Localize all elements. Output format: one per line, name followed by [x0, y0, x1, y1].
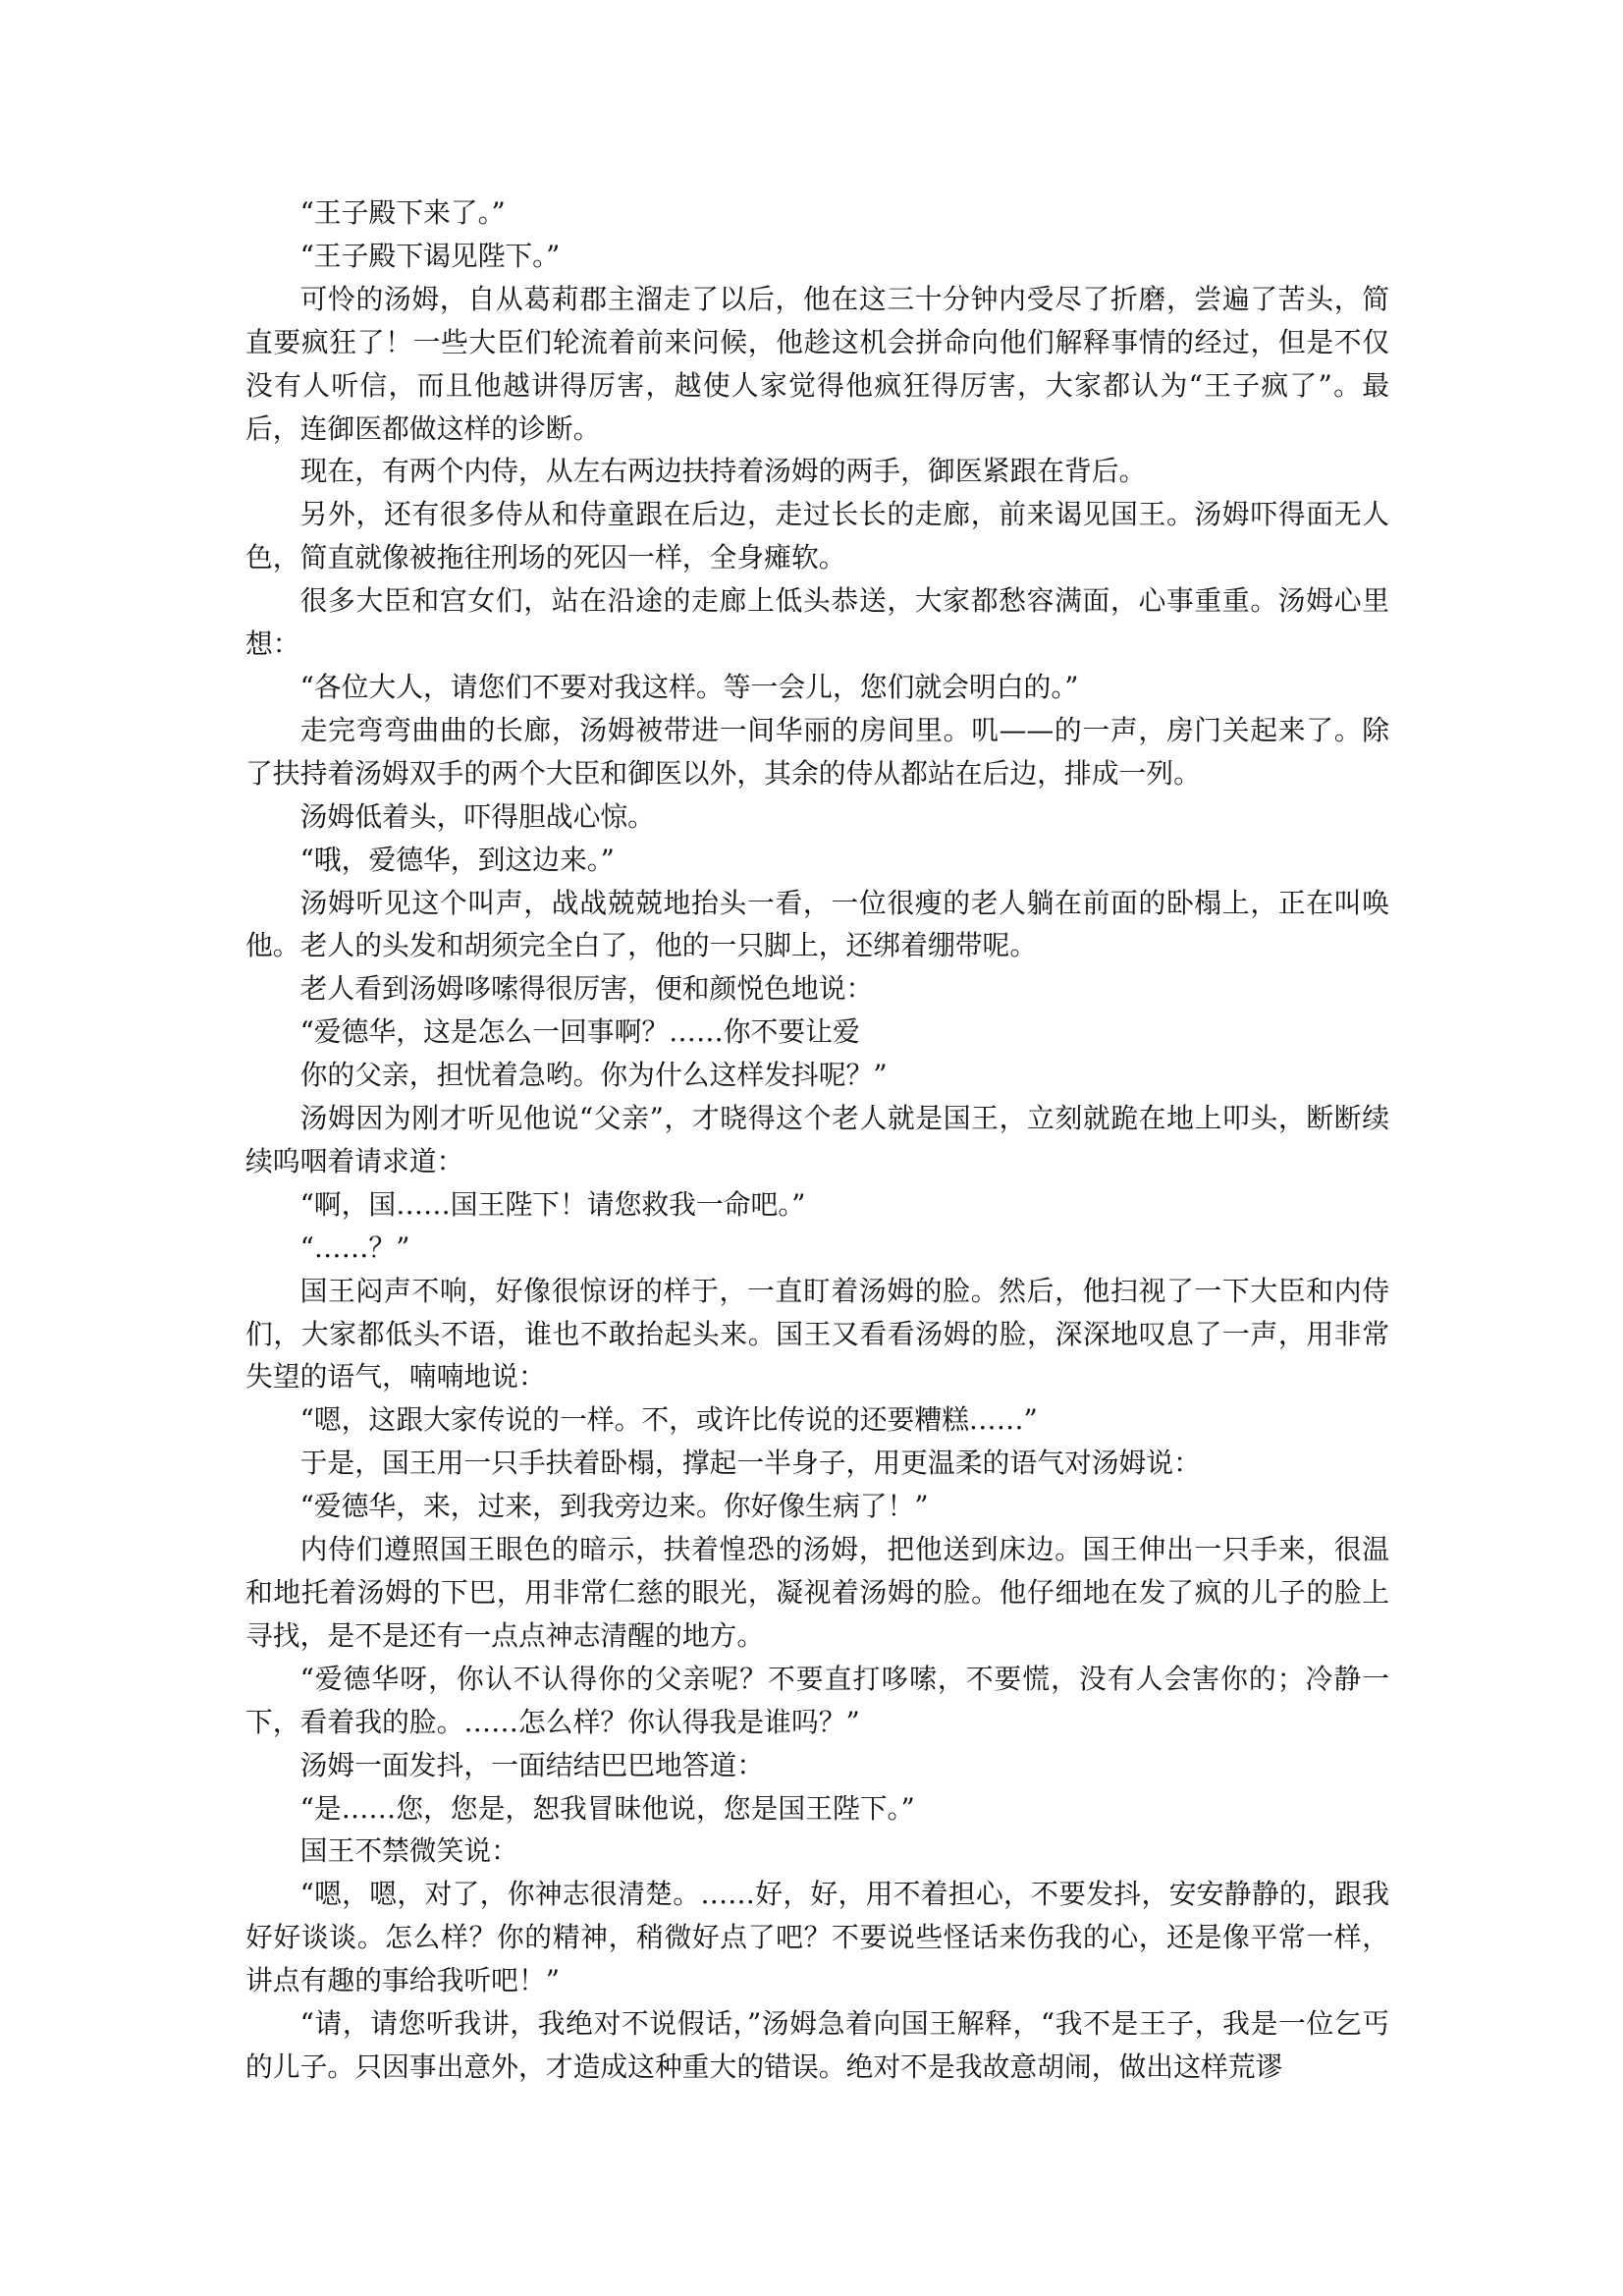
paragraph: 很多大臣和宫女们，站在沿途的走廊上低头恭送，大家都愁容满面，心事重重。汤姆心里想： — [245, 584, 1389, 661]
paragraph: 汤姆低着头，吓得胆战心惊。 — [299, 799, 655, 833]
paragraph: “啊，国……国王陛下！请您救我一命吧。” — [299, 1187, 806, 1221]
paragraph: 汤姆一面发抖，一面结结巴巴地答道： — [299, 1748, 765, 1781]
paragraph: “爱德华，来，过来，到我旁边来。你好像生病了！” — [299, 1490, 929, 1523]
paragraph: “爱德华，这是怎么一回事啊？……你不要让爱 — [299, 1015, 860, 1049]
paragraph: 国王闷声不响，好像很惊讶的样于，一直盯着汤姆的脸。然后，他扫视了一下大臣和内侍们，大家都低头不语，谁也不敢抬起头来。国王又看看汤姆的脸，深深地叹息了一声，用非常失望的语气，喃喃地说： — [245, 1274, 1389, 1394]
paragraph: 另外，还有很多侍从和侍童跟在后边，走过长长的走廊，前来谒见国王。汤姆吓得面无人色，简直就像被拖往刑场的死囚一样，全身瘫软。 — [245, 498, 1389, 574]
paragraph: 内侍们遵照国王眼色的暗示，扶着惶恐的汤姆，把他送到床边。国王伸出一只手来，很温和地托着汤姆的下巴，用非常仁慈的眼光，凝视着汤姆的脸。他仔细地在发了疯的儿子的脸上寻找，是不是还有一点点神志清醒的地方。 — [245, 1533, 1389, 1652]
paragraph: “嗯，这跟大家传说的一样。不，或许比传说的还要糟糕……” — [299, 1403, 1038, 1437]
paragraph: “各位大人，请您们不要对我这样。等一会儿，您们就会明白的。” — [299, 670, 1079, 703]
paragraph: “……？” — [299, 1230, 410, 1264]
paragraph: 于是，国王用一只手扶着卧榻，撑起一半身子，用更温柔的语气对汤姆说： — [299, 1447, 1201, 1480]
paragraph: “哦，爱德华，到这边来。” — [299, 843, 615, 876]
paragraph: 可怜的汤姆，自从葛莉郡主溜走了以后，他在这三十分钟内受尽了折磨，尝遍了苦头，简直要疯狂了！一些大臣们轮流着前来问候，他趁这机会拼命向他们解释事情的经过，但是不仅没有人听信，而且他越讲得厉害，越使人家觉得他疯狂得厉害，大家都认为“王子疯了”。最后，连御医都做这样的诊断。 — [245, 282, 1389, 445]
paragraph: “王子殿下谒见陛下。” — [299, 239, 561, 272]
paragraph: “嗯，嗯，对了，你神志很清楚。……好，好，用不着担心，不要发抖，安安静静的，跟我好好谈谈。怎么样？你的精神，稍微好点了吧？不要说些怪话来伤我的心，还是像平常一样，讲点有趣的事给我听吧！” — [245, 1878, 1389, 1997]
paragraph: “王子殿下来了。” — [299, 196, 506, 229]
paragraph: “是……您，您是，恕我冒昧他说，您是国王陛下。” — [299, 1791, 915, 1825]
paragraph: “请，请您听我讲，我绝对不说假话，”汤姆急着向国王解释，“我不是王子，我是一位乞丐的儿子。只因事出意外，才造成这种重大的错误。绝对不是我故意胡闹，做出这样荒谬 — [245, 2007, 1389, 2083]
paragraph: 汤姆因为刚才听见他说“父亲”，才晓得这个老人就是国王，立刻就跪在地上叩头，断断续续呜咽着请求道： — [245, 1102, 1389, 1177]
paragraph: 国王不禁微笑说： — [299, 1834, 518, 1868]
paragraph: 走完弯弯曲曲的长廊，汤姆被带进一间华丽的房间里。叽——的一声，房门关起来了。除了扶持着汤姆双手的两个大臣和御医以外，其余的侍从都站在后边，排成一列。 — [245, 713, 1389, 790]
paragraph: 你的父亲，担忧着急哟。你为什么这样发抖呢？” — [299, 1059, 888, 1092]
paragraph: “爱德华呀，你认不认得你的父亲呢？不要直打哆嗦，不要慌，没有人会害你的；冷静一下，看着我的脸。……怎么样？你认得我是谁吗？” — [245, 1662, 1389, 1738]
paragraph: 现在，有两个内侍，从左右两边扶持着汤姆的两手，御医紧跟在背后。 — [299, 455, 1147, 488]
paragraph: 老人看到汤姆哆嗦得很厉害，便和颜悦色地说： — [299, 972, 874, 1006]
paragraph: 汤姆听见这个叫声，战战兢兢地抬头一看，一位很瘦的老人躺在前面的卧榻上，正在叫唤他。老人的头发和胡须完全白了，他的一只脚上，还绑着绷带呢。 — [245, 886, 1389, 962]
document-page — [245, 191, 1389, 2089]
